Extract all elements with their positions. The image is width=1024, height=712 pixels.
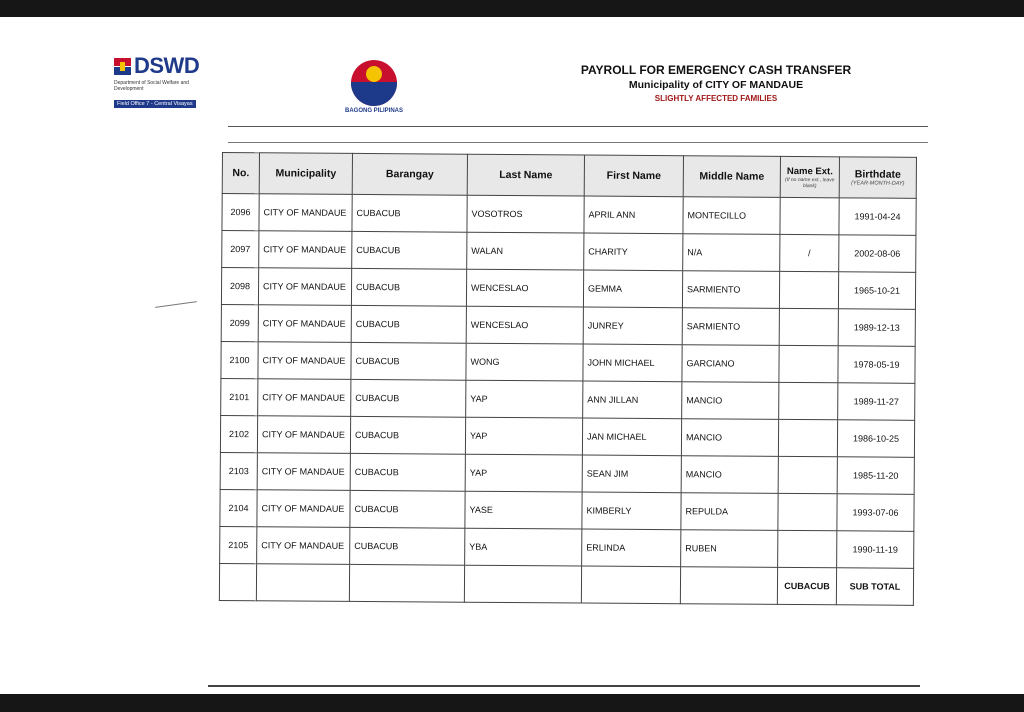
column-header-middle-name: Middle Name: [683, 156, 780, 198]
cell-first-name: GEMMA: [583, 270, 682, 308]
cell-barangay: CUBACUB: [352, 231, 467, 269]
cell-barangay: CUBACUB: [351, 305, 466, 343]
cell-last-name: YASE: [465, 491, 582, 529]
cell-name-ext: [780, 197, 839, 234]
cell-birthdate: 1986-10-25: [837, 420, 914, 458]
cell-first-name: ANN JILLAN: [583, 381, 682, 419]
cell-birthdate: 2002-08-06: [839, 235, 916, 273]
cell-birthdate: 1989-12-13: [838, 309, 915, 347]
column-header-birthdate: [839, 157, 916, 199]
birthdate-format-note: (YEAR-MONTH-DAY): [851, 180, 905, 187]
cell-last-name: WALAN: [467, 232, 584, 270]
cell-middle-name: N/A: [683, 234, 780, 272]
table-row: [220, 526, 914, 568]
cell-middle-name: SARMIENTO: [682, 271, 779, 309]
footer-cell-empty: [256, 564, 349, 602]
table-row: [222, 231, 916, 273]
dswd-wordmark: DSWD: [134, 53, 200, 78]
cell-name-ext: [779, 271, 838, 308]
cell-name-ext: [779, 308, 838, 345]
cell-middle-name: REPULDA: [681, 493, 778, 531]
cell-last-name: WENCESLAO: [466, 269, 583, 307]
barangay-total-label: CUBACUB: [777, 567, 836, 604]
document-title: PAYROLL FOR EMERGENCY CASH TRANSFER: [580, 63, 852, 77]
dswd-full-name: Department of Social Welfare and Development: [114, 80, 189, 92]
cell-birthdate: 1989-11-27: [838, 383, 915, 421]
footer-cell-empty: [680, 567, 777, 605]
bottom-letterbox-bar: [0, 694, 1024, 712]
cell-middle-name: MANCIO: [682, 382, 779, 420]
cell-municipality: CITY OF MANDAUE: [259, 194, 352, 232]
table-header-row: [222, 153, 916, 199]
cell-municipality: CITY OF MANDAUE: [258, 305, 351, 343]
footer-cell-empty: [349, 564, 464, 602]
table-row: [220, 489, 914, 531]
table-row: [221, 268, 915, 310]
cell-middle-name: GARCIANO: [682, 345, 779, 383]
cell-middle-name: SARMIENTO: [682, 308, 779, 346]
cell-first-name: SEAN JIM: [582, 455, 681, 493]
cell-last-name: WENCESLAO: [466, 306, 583, 344]
cell-no: 2097: [222, 231, 259, 268]
dswd-logo: [114, 53, 214, 110]
cell-municipality: CITY OF MANDAUE: [258, 268, 351, 306]
cell-municipality: CITY OF MANDAUE: [258, 379, 351, 417]
cell-birthdate: 1965-10-21: [838, 272, 915, 310]
column-header-last-name: Last Name: [467, 154, 584, 196]
cell-name-ext: /: [780, 234, 839, 271]
column-header-name-ext: [780, 156, 839, 197]
cell-barangay: CUBACUB: [351, 268, 466, 306]
table-row: [220, 452, 914, 494]
cell-municipality: CITY OF MANDAUE: [257, 453, 350, 491]
birthdate-label: Birthdate: [854, 168, 901, 181]
column-header-barangay: Barangay: [352, 153, 467, 195]
cell-last-name: YAP: [466, 380, 583, 418]
footer-cell-empty: [464, 565, 581, 603]
cell-municipality: CITY OF MANDAUE: [257, 416, 350, 454]
cell-barangay: CUBACUB: [351, 379, 466, 417]
cell-municipality: CITY OF MANDAUE: [257, 490, 350, 528]
cell-no: 2096: [222, 194, 259, 231]
cell-birthdate: 1991-04-24: [839, 198, 916, 236]
column-header-no: No.: [222, 153, 259, 194]
table-row: [220, 415, 914, 457]
cell-first-name: JAN MICHAEL: [582, 418, 681, 456]
table-row: [222, 194, 916, 236]
cell-name-ext: [779, 345, 838, 382]
cell-first-name: CHARITY: [584, 233, 683, 271]
top-letterbox-bar: [0, 0, 1024, 17]
category-heading: SLIGHTLY AFFECTED FAMILIES: [654, 94, 778, 103]
name-ext-label: Name Ext.: [786, 165, 833, 177]
cell-last-name: WONG: [466, 343, 583, 381]
cell-municipality: CITY OF MANDAUE: [258, 342, 351, 380]
cell-name-ext: [778, 456, 837, 493]
header-divider-lower: [228, 142, 928, 143]
cell-birthdate: 1985-11-20: [837, 457, 914, 495]
cell-birthdate: 1993-07-06: [837, 494, 914, 532]
payroll-table-body: [220, 194, 917, 569]
table-row: [221, 341, 915, 383]
cell-last-name: YAP: [465, 454, 582, 492]
cell-name-ext: [778, 493, 837, 530]
cell-no: 2099: [221, 304, 258, 341]
cell-middle-name: MANCIO: [681, 456, 778, 494]
cell-last-name: VOSOTROS: [467, 195, 584, 233]
cell-no: 2100: [221, 341, 258, 378]
cell-no: 2104: [220, 489, 257, 526]
field-office-label: Field Office 7 - Central Visayas: [114, 100, 196, 108]
table-footer-row: [219, 563, 913, 605]
cell-municipality: CITY OF MANDAUE: [259, 231, 352, 269]
cell-no: 2103: [220, 452, 257, 489]
cell-first-name: KIMBERLY: [582, 492, 681, 530]
cell-municipality: CITY OF MANDAUE: [257, 527, 350, 565]
column-header-first-name: First Name: [584, 155, 683, 197]
dswd-emblem-icon: [114, 58, 131, 75]
cell-first-name: JUNREY: [583, 307, 682, 345]
header-divider: [228, 126, 928, 127]
cell-no: 2102: [220, 415, 257, 452]
cell-first-name: ERLINDA: [582, 529, 681, 567]
cell-middle-name: MONTECILLO: [683, 197, 780, 235]
bagong-pilipinas-emblem-icon: [351, 60, 397, 106]
stray-pen-mark: [155, 301, 197, 308]
payroll-table: [219, 152, 917, 606]
cell-middle-name: MANCIO: [681, 419, 778, 457]
cell-barangay: CUBACUB: [351, 342, 466, 380]
document-bottom-rule: [208, 685, 920, 687]
cell-birthdate: 1990-11-19: [837, 531, 914, 569]
table-row: [221, 378, 915, 420]
bagong-pilipinas-logo: [345, 60, 403, 114]
cell-no: 2105: [220, 526, 257, 563]
footer-cell-empty: [219, 563, 256, 600]
cell-barangay: CUBACUB: [350, 527, 465, 565]
cell-middle-name: RUBEN: [681, 530, 778, 568]
cell-no: 2098: [221, 268, 258, 305]
cell-barangay: CUBACUB: [350, 490, 465, 528]
bagong-pilipinas-label: BAGONG PILIPINAS: [345, 108, 404, 114]
cell-first-name: APRIL ANN: [584, 196, 683, 234]
subtotal-label: SUB TOTAL: [836, 568, 913, 606]
cell-first-name: JOHN MICHAEL: [583, 344, 682, 382]
cell-name-ext: [779, 382, 838, 419]
cell-no: 2101: [221, 378, 258, 415]
cell-name-ext: [778, 419, 837, 456]
footer-cell-empty: [581, 566, 680, 604]
cell-last-name: YBA: [465, 528, 582, 566]
cell-barangay: CUBACUB: [350, 453, 465, 491]
cell-name-ext: [778, 530, 837, 567]
cell-barangay: CUBACUB: [352, 194, 467, 232]
municipality-heading: Municipality of CITY OF MANDAUE: [628, 79, 804, 91]
table-row: [221, 304, 915, 346]
column-header-municipality: Municipality: [259, 153, 352, 195]
cell-barangay: CUBACUB: [350, 416, 465, 454]
cell-last-name: YAP: [465, 417, 582, 455]
name-ext-note: (If no name ext., leave blank): [785, 176, 835, 189]
cell-birthdate: 1978-05-19: [838, 346, 915, 384]
